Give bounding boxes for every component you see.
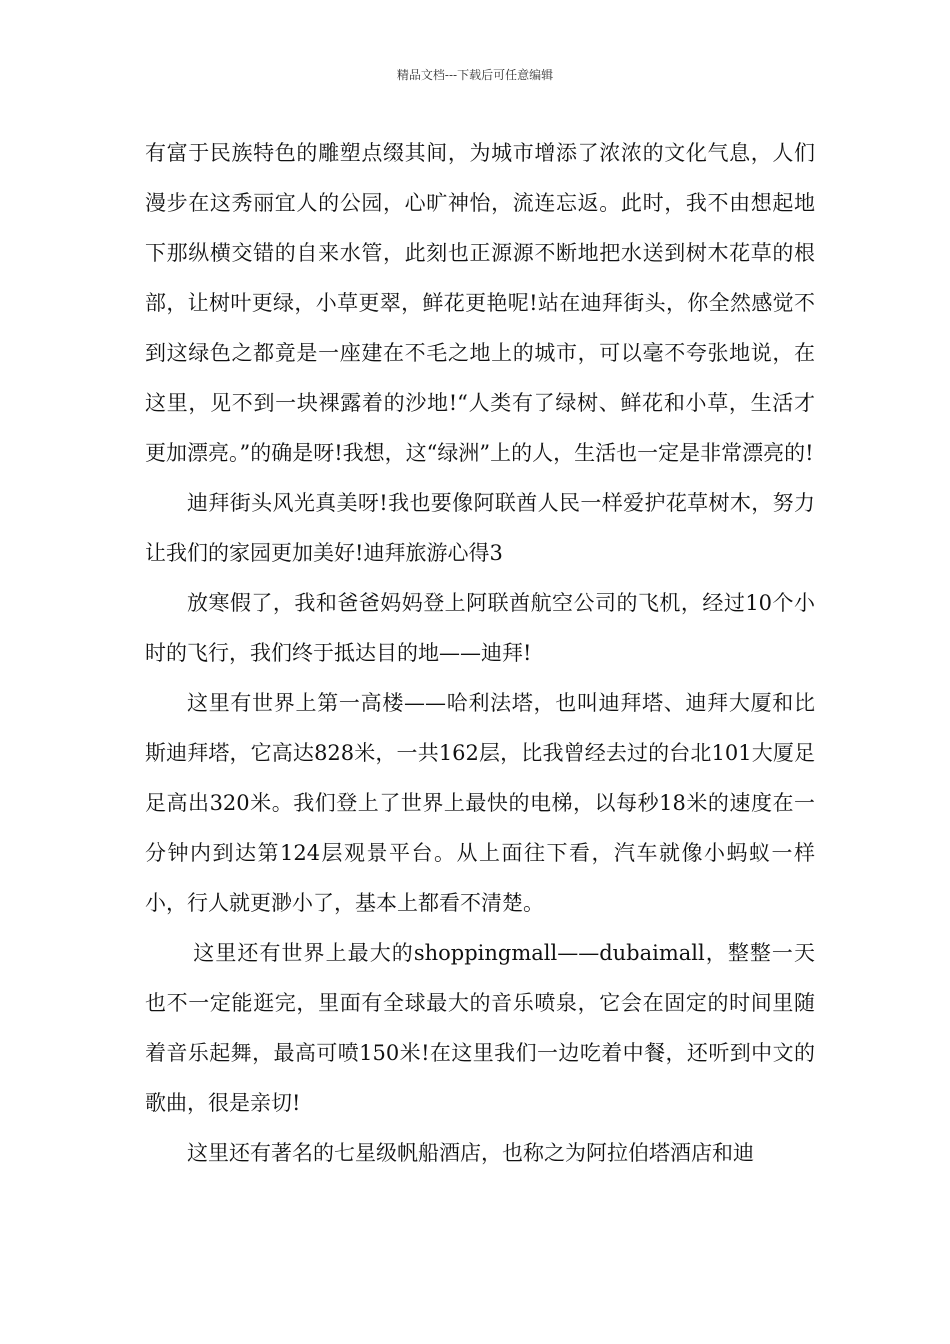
page-header: 精品文档---下载后可任意编辑 — [396, 68, 554, 82]
document-body — [145, 128, 815, 1178]
paragraph-6: 这里还有著名的七星级帆船酒店，也称之为阿拉伯塔酒店和迪 — [187, 1141, 754, 1165]
paragraph-1: 有富于民族特色的雕塑点缀其间，为城市增添了浓浓的文化气息，人们漫步在这秀丽宜人的公园，心旷神怡，流连忘返。此时，我不由想起地下那纵横交错的自来水管，此刻也正源源不断地把水送到树木花草的根部，让树叶更绿，小草更翠，鲜花更艳呢!站在迪拜街头，你全然感觉不到这绿色之都竟是一座建在不毛之地上的城市，可以毫不夸张地说，在这里，见不到一块裸露着的沙地!“人类有了绿树、鲜花和小草，生活才更加漂亮。”的确是呀!我想，这“绿洲”上的人，生活也一定是非常漂亮的! — [145, 141, 815, 465]
paragraph-2: 迪拜街头风光真美呀!我也要像阿联酋人民一样爱护花草树木，努力让我们的家园更加美好!迪拜旅游心得3 — [145, 491, 815, 565]
paragraph-3: 放寒假了，我和爸爸妈妈登上阿联酋航空公司的飞机，经过10个小时的飞行，我们终于抵达目的地——迪拜! — [145, 591, 815, 665]
paragraph-5: 这里还有世界上最大的shoppingmall——dubaimall，整整一天也不一定能逛完，里面有全球最大的音乐喷泉，它会在固定的时间里随着音乐起舞，最高可喷150米!在这里我们一边吃着中餐，还听到中文的歌曲，很是亲切! — [145, 941, 815, 1115]
paragraph-4: 这里有世界上第一高楼——哈利法塔，也叫迪拜塔、迪拜大厦和比斯迪拜塔，它高达828米，一共162层，比我曾经去过的台北101大厦足足高出320米。我们登上了世界上最快的电梯，以每秒18米的速度在一分钟内到达第124层观景平台。从上面往下看，汽车就像小蚂蚁一样小，行人就更渺小了，基本上都看不清楚。 — [145, 691, 815, 915]
